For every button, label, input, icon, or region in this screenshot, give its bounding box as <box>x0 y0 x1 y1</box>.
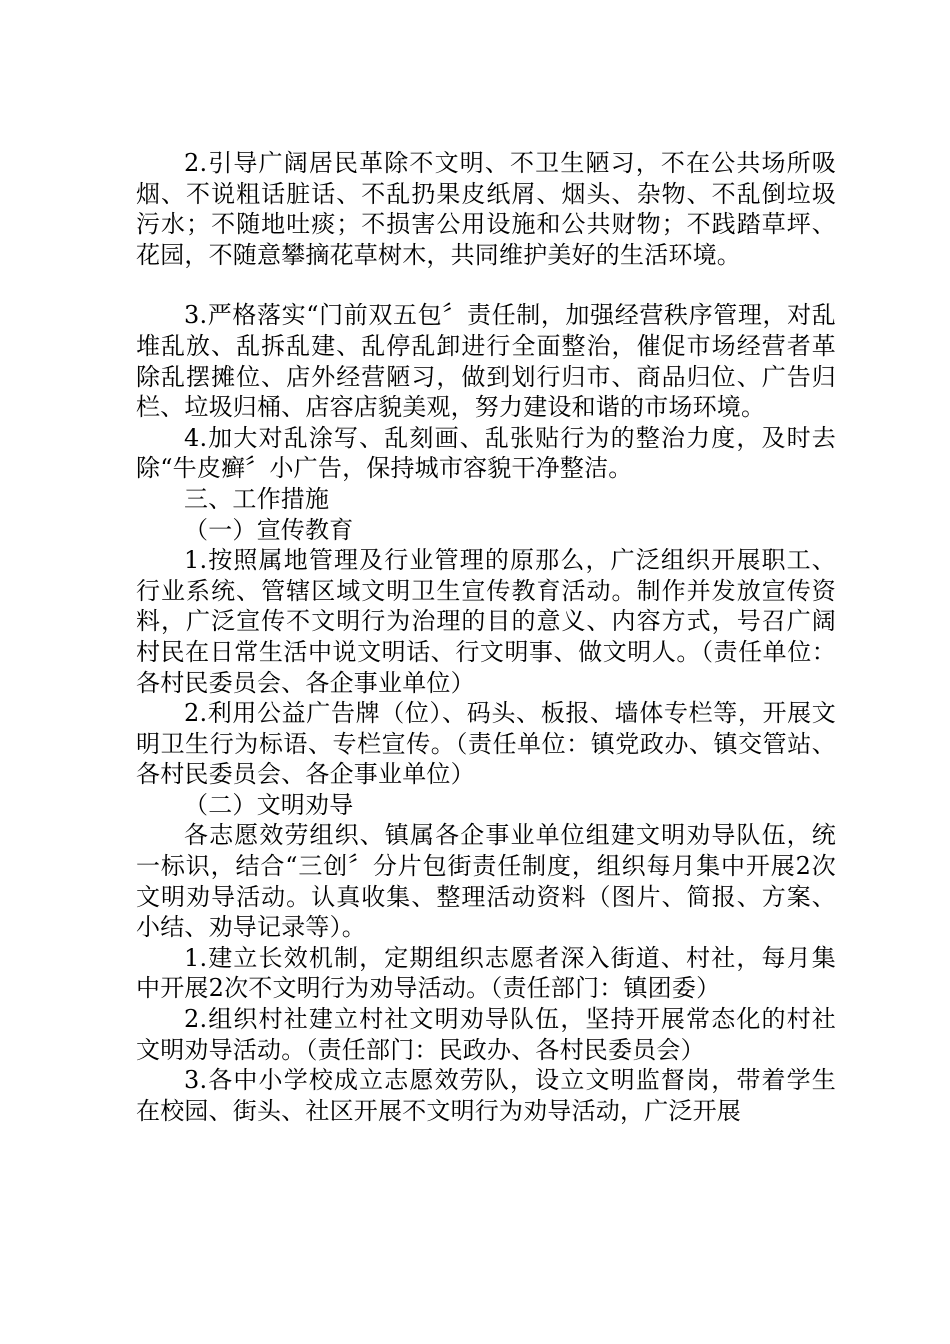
paragraph-gap <box>136 270 836 300</box>
document-page <box>136 148 836 1126</box>
persuasion-item-3: 3.各中小学校成立志愿效劳队，设立文明监督岗，带着学生在校园、街头、社区开展不文明行为劝导活动，广泛开展 <box>136 1066 836 1125</box>
publicity-item-2: 2.利用公益广告牌（位）、码头、板报、墙体专栏等，开展文明卫生行为标语、专栏宣传。（责任单位：镇党政办、镇交管站、各村民委员会、各企事业单位） <box>136 699 836 789</box>
paragraph-item-2: 2.引导广阔居民革除不文明、不卫生陋习，不在公共场所吸烟、不说粗话脏话、不乱扔果皮纸屑、烟头、杂物、不乱倒垃圾污水；不随地吐痰；不损害公用设施和公共财物；不践踏草坪、花园，不随意攀摘花草树木，共同维护美好的生活环境。 <box>136 149 836 269</box>
persuasion-item-1: 1.建立长效机制，定期组织志愿者深入街道、村社，每月集中开展2次不文明行为劝导活动。（责任部门：镇团委） <box>136 943 836 1003</box>
section-heading-work-measures: 三、工作措施 <box>184 484 330 513</box>
persuasion-intro: 各志愿效劳组织、镇属各企事业单位组建文明劝导队伍，统一标识，结合“三创〞分片包街责任制度，组织每月集中开展2次文明劝导活动。认真收集、整理活动资料（图片、简报、方案、小结、劝导记录等）。 <box>136 821 836 942</box>
persuasion-item-2: 2.组织村社建立村社文明劝导队伍，坚持开展常态化的村社文明劝导活动。（责任部门：民政办、各村民委员会） <box>136 1005 836 1064</box>
paragraph-item-4: 4.加大对乱涂写、乱刻画、乱张贴行为的整治力度，及时去除“牛皮癣〞小广告，保持城市容貌干净整洁。 <box>136 423 836 483</box>
subsection-heading-persuasion: （二）文明劝导 <box>184 790 354 819</box>
subsection-heading-publicity: （一）宣传教育 <box>184 515 354 544</box>
paragraph-item-3: 3.严格落实“门前双五包〞责任制，加强经营秩序管理，对乱堆乱放、乱拆乱建、乱停乱卸进行全面整治，催促市场经营者革除乱摆摊位、店外经营陋习，做到划行归市、商品归位、广告归栏、垃圾归桶、店容店貌美观，努力建设和谐的市场环境。 <box>136 301 836 422</box>
publicity-item-1: 1.按照属地管理及行业管理的原那么，广泛组织开展职工、行业系统、管辖区域文明卫生宣传教育活动。制作并发放宣传资料，广泛宣传不文明行为治理的目的意义、内容方式，号召广阔村民在日常生活中说文明话、行文明事、做文明人。（责任单位：各村民委员会、各企事业单位） <box>136 546 836 697</box>
